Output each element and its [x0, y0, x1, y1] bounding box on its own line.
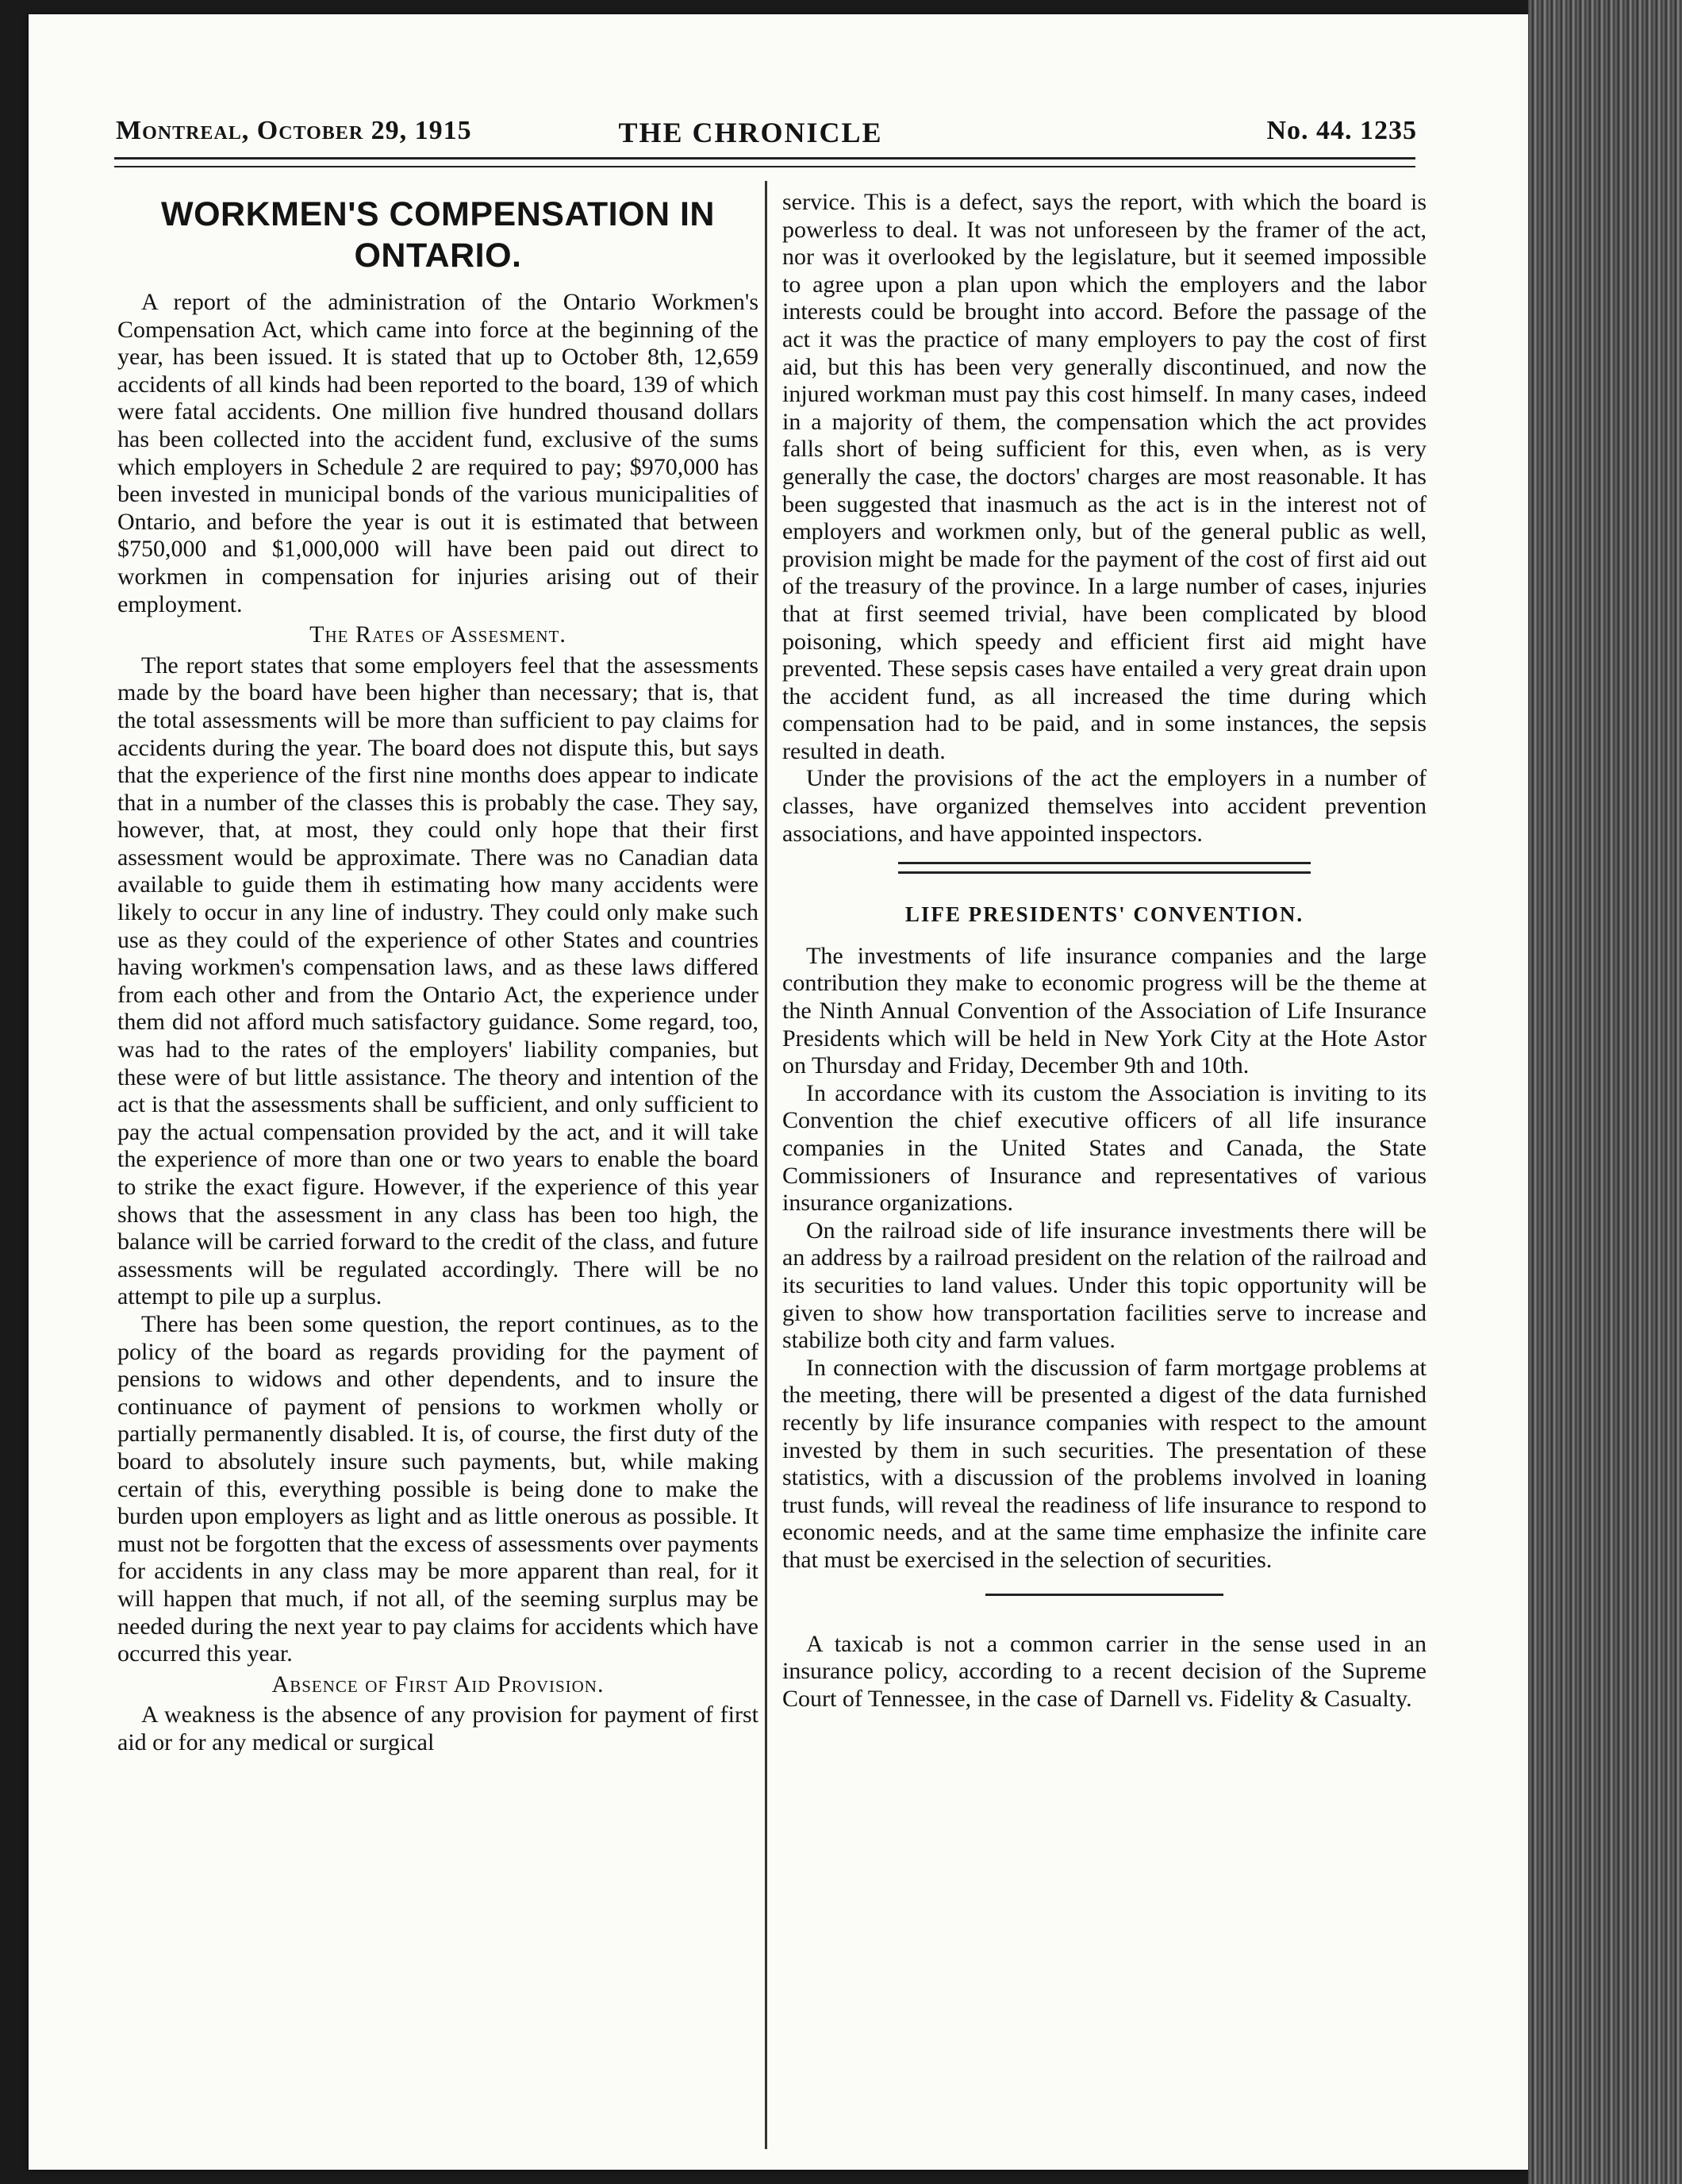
header-masthead: THE CHRONICLE — [618, 117, 883, 148]
section-separator — [985, 1594, 1223, 1596]
article-paragraph: A weakness is the absence of any provision for payment of first aid or for any medical or surgical — [117, 1701, 758, 1755]
page-header — [84, 116, 1417, 163]
right-column — [782, 189, 1427, 1713]
article-paragraph: A taxicab is not a common carrier in the sense used in an insurance policy, according to a recent decision of the Supreme Court of Tennessee, in the case of Darnell vs. Fidelity & Casualty. — [782, 1630, 1427, 1712]
article-subhead: Absence of First Aid Provision. — [271, 1671, 605, 1698]
header-dateline: Montreal, October 29, 1915 — [116, 116, 472, 145]
article-paragraph: service. This is a defect, says the report, with which the board is powerless to deal. It was not unforeseen by the framer of the act, nor was it overlooked by the legislature, but it seemed impossible to agree upon a plan upon which the employers and the labor interests could be brought into accord. Before the passage of the act it was the practice of many employers to pay the cost of first aid, but this has been very generally discontinued, and now the injured workman must pay this cost himself. In many cases, indeed in a majority of them, the compensation which the act provides falls short of being sufficient for this, even when, as is very generally the case, the doctors' charges are most reasonable. It has been suggested that inasmuch as the act is in the interest not of employers and workmen only, but of the general public as well, provision might be made for the payment of the cost of first aid out of the treasury of the province. In a large number of cases, injuries that at first seemed trivial, have been complicated by blood poisoning, which speedy and efficient first aid might have prevented. These sepsis cases have entailed a very great drain upon the accident fund, as all increased the time during which compensation had to be paid, and in some instances, the sepsis resulted in death. — [782, 189, 1427, 764]
article-paragraph: The report states that some employers feel that the assessments made by the board have been higher than necessary; that is, that the total assessments will be more than sufficient to pay claims for accidents during the year. The board does not dispute this, but says that the experience of the first nine months does appear to indicate that in a number of the classes this is probably the case. They say, however, that, at most, they could only hope that their first assessment would be approximate. There was no Canadian data available to guide them ih estimating how many accidents were likely to occur in any line of industry. They could only make such use as they could of the experience of other States and countries having workmen's compensation laws, and as these laws differed from each other and from the Ontario Act, the experience under them did not afford much satisfactory guidance. Some regard, too, was had to the rates of the employers' liability companies, but these were of but little assistance. The theory and intention of the act is that the assessments shall be sufficient, and only sufficient to pay the actual compensation provided by the act, and it will take the experience of more than one or two years to enable the board to strike the exact figure. However, if the experience of this year shows that the assessment in any class has been too high, the balance will be carried forward to the credit of the class, and future assessments will be regulated accordingly. There will be no attempt to pile up a surplus. — [117, 652, 758, 1310]
section-separator — [898, 862, 1311, 874]
section-title: LIFE PRESIDENTS' CONVENTION. — [904, 902, 1304, 927]
header-rule — [114, 157, 1415, 167]
left-column — [117, 189, 758, 1756]
newspaper-page — [29, 14, 1528, 2170]
article-paragraph: On the railroad side of life insurance investments there will be an address by a railroad president on the relation of the railroad and its securities to land values. Under this topic opportunity will be given to show how transportation facilities serve to increase and stabilize both city and farm values. — [782, 1217, 1427, 1354]
article-paragraph: In connection with the discussion of farm mortgage problems at the meeting, there will be presented a digest of the data furnished recently by life insurance companies with respect to the amount invested by them in such securities. The presentation of these statistics, with a discussion of the problems involved in loaning trust funds, will reveal the readiness of life insurance to respond to economic needs, and at the same time emphasize the infinite care that must be exercised in the selection of securities. — [782, 1354, 1427, 1573]
article-paragraph: The investments of life insurance companies and the large contribution they make to economic progress will be the theme at the Ninth Annual Convention of the Association of Life Insurance Presidents which will be held in New York City at the Hote Astor on Thursday and Friday, December 9th and 10th. — [782, 942, 1427, 1079]
article-paragraph: There has been some question, the report continues, as to the policy of the board as regards providing for the payment of pensions to widows and other dependents, and to insure the continuance of payment of pensions to workmen wholly or partially permanently disabled. It is, of course, the first duty of the board to absolutely insure such payments, but, while making certain of this, everything possible is being done to make the burden upon employers as light and as little onerous as possible. It must not be forgotten that the excess of assessments over payments for accidents in any class may be more apparent than real, for it will happen that much, if not all, of the seeming surplus may be needed during the next year to pay claims for accidents which have occurred this year. — [117, 1310, 758, 1667]
article-paragraph: In accordance with its custom the Association is inviting to its Convention the chief executive officers of all life insurance companies in the United States and Canada, the State Commissioners of Insurance and representatives of various insurance organizations. — [782, 1079, 1427, 1217]
article-paragraph: A report of the administration of the Ontario Workmen's Compensation Act, which came into force at the beginning of the year, has been issued. It is stated that up to October 8th, 12,659 accidents of all kinds had been reported to the board, 139 of which were fatal accidents. One million five hundred thousand dollars has been collected into the accident fund, exclusive of the sums which employers in Schedule 2 are required to pay; $970,000 has been invested in municipal bonds of the various municipalities of Ontario, and before the year is out it is estimated that between $750,000 and $1,000,000 will have been paid out direct to workmen in compensation for injuries arising out of their employment. — [117, 289, 758, 617]
article-subhead: The Rates of Assesment. — [309, 621, 566, 648]
book-page-edges — [1528, 0, 1682, 2184]
column-divider — [765, 181, 767, 2149]
article-title: WORKMEN'S COMPENSATION IN ONTARIO. — [161, 195, 715, 275]
header-issue-page: No. 44. 1235 — [1266, 116, 1417, 145]
article-paragraph: Under the provisions of the act the employers in a number of classes, have organized themselves into accident prevention associations, and have appointed inspectors. — [782, 765, 1427, 847]
